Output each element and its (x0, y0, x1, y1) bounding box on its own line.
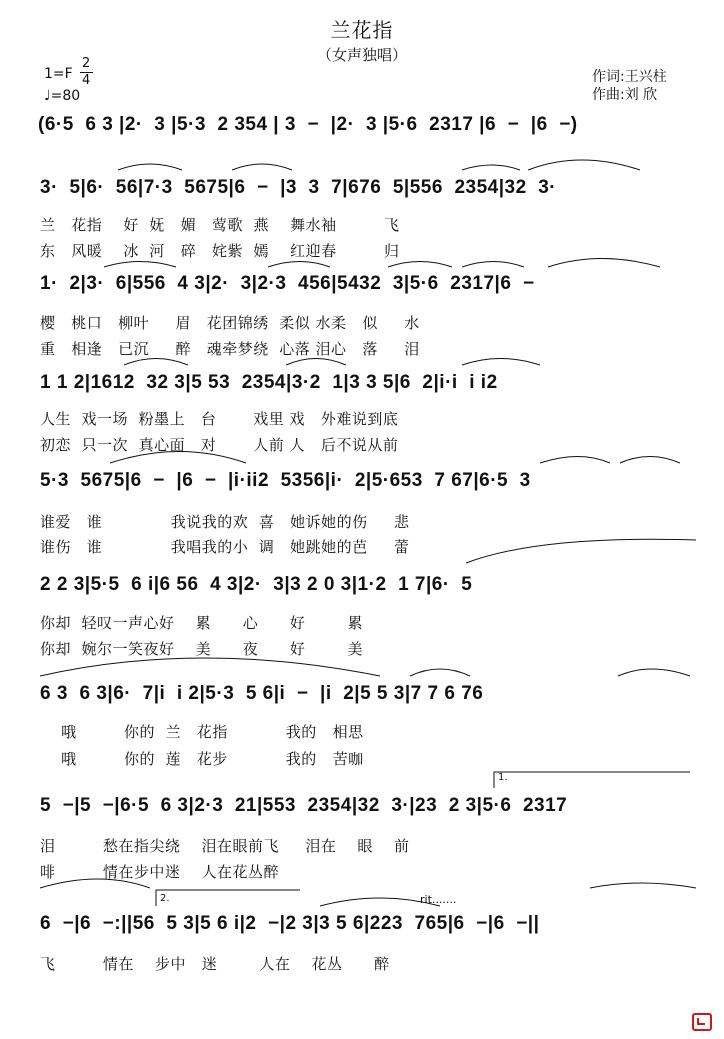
notation-row-5: 2 2 3|5·5 6 i|6 56 4 3|2· 3|3 2 0 3|1·2 1 7|6· 5 (40, 574, 473, 595)
slur (110, 452, 246, 464)
slur (118, 164, 182, 170)
lyric-row-6-verse-2: 哦 你的 莲 花步 我的 苦咖 (40, 750, 364, 768)
notation-row-0: (6·5 6 3 |2· 3 |5·3 2 354 | 3 − |2· 3 |5·6 2317 |6 − |6 −) (38, 114, 584, 135)
lyric-row-3-verse-2: 初恋 只一次 真心面 对 人前 人 后不说从前 (40, 436, 399, 454)
lyric-row-6-verse-1: 哦 你的 兰 花指 我的 相思 (40, 723, 364, 741)
time-signature-bottom: 4 (82, 73, 91, 88)
rit-marking: rit....... (420, 893, 457, 906)
slur (388, 262, 452, 268)
tempo-marking: ♩=80 (44, 88, 81, 104)
slur (618, 669, 690, 676)
notation-row-8: 6 −|6 −:||56 5 3|5 6 i|2 −|2 3|3 5 6|223 765|6 −|6 −|| (40, 913, 540, 934)
slur (548, 259, 660, 268)
song-title: 兰花指 (330, 18, 394, 42)
lyric-row-1-verse-2: 东 风暖 冰 河 碎 姹紫 嫣 红迎春 归 (40, 242, 400, 260)
slur (620, 457, 680, 464)
lyric-row-3-verse-1: 人生 戏一场 粉墨上 台 戏里 戏 外难说到底 (40, 410, 399, 428)
lyric-row-2-verse-1: 樱 桃口 柳叶 眉 花团锦绣 柔似 水柔 似 水 (40, 314, 420, 332)
slur (462, 262, 524, 268)
notation-row-6: 6 3 6 3|6· 7|i i 2|5·3 5 6|i − |i 2|5 5 3|7 7 6 76 (40, 683, 484, 704)
slur (410, 669, 470, 676)
lyric-row-4-verse-1: 谁爱 谁 我说我的欢 喜 她诉她的伤 悲 (40, 513, 410, 531)
notation-row-3: 1 1 2|1612 32 3|5 53 2354|3·2 1|3 3 5|6 2|i·i i i2 (40, 372, 498, 393)
slur (466, 539, 696, 563)
time-signature-top: 2 (82, 56, 91, 71)
key-signature: 1=F (44, 66, 73, 82)
slur (286, 359, 346, 366)
song-subtitle: （女声独唱） (316, 46, 407, 64)
ending-2-label: 2. (160, 893, 170, 904)
watermark (692, 1013, 716, 1031)
lyric-row-1-verse-1: 兰 花指 好 妩 媚 莺歌 燕 舞水袖 飞 (40, 216, 400, 234)
slur (268, 262, 330, 268)
lyric-row-4-verse-2: 谁伤 谁 我唱我的小 调 她跳她的芭 蕾 (40, 538, 410, 556)
slur (528, 160, 640, 170)
watermark-logo-icon (692, 1013, 712, 1031)
lyric-row-8-verse-1: 飞 情在 步中 迷 人在 花丛 醉 (40, 955, 390, 973)
slur (462, 359, 540, 366)
notation-row-7: 5 −|5 −|6·5 6 3|2·3 21|553 2354|32 3·|23 2 3|5·6 2317 (40, 795, 568, 816)
slur (104, 262, 176, 268)
ending-1-label: 1. (498, 772, 508, 783)
lyricist-credit: 作词:王兴柱 (592, 69, 667, 85)
notation-row-4: 5·3 5675|6 − |6 − |i·ii2 5356|i· 2|5·653 7 67|6·5 3 (40, 470, 531, 491)
ending-1-bracket (494, 772, 690, 788)
slur (320, 898, 440, 906)
slur (40, 658, 380, 676)
notation-row-1: 3· 5|6· 56|7·3 5675|6 − |3 3 7|676 5|556 2354|32 3· (40, 177, 557, 198)
slur (232, 164, 292, 170)
lyric-row-2-verse-2: 重 相逢 已沉 醉 魂牵梦绕 心落 泪心 落 泪 (40, 340, 420, 358)
lyric-row-7-verse-2: 啡 情在步中迷 人在花丛醉 (40, 863, 279, 881)
composer-credit: 作曲:刘 欣 (592, 87, 658, 103)
slur (540, 457, 610, 464)
slur (124, 359, 188, 366)
slur (462, 165, 520, 170)
ending-2-bracket (156, 890, 300, 906)
lyric-row-5-verse-2: 你却 婉尔一笑夜好 美 夜 好 美 (40, 640, 363, 658)
notation-row-2: 1· 2|3· 6|556 4 3|2· 3|2·3 456|5432 3|5·6 2317|6 − (40, 273, 535, 294)
lyric-row-5-verse-1: 你却 轻叹一声心好 累 心 好 累 (40, 614, 363, 632)
lyric-row-7-verse-1: 泪 愁在指尖绕 泪在眼前飞 泪在 眼 前 (40, 837, 410, 855)
slur (40, 879, 150, 888)
slur (590, 883, 696, 888)
